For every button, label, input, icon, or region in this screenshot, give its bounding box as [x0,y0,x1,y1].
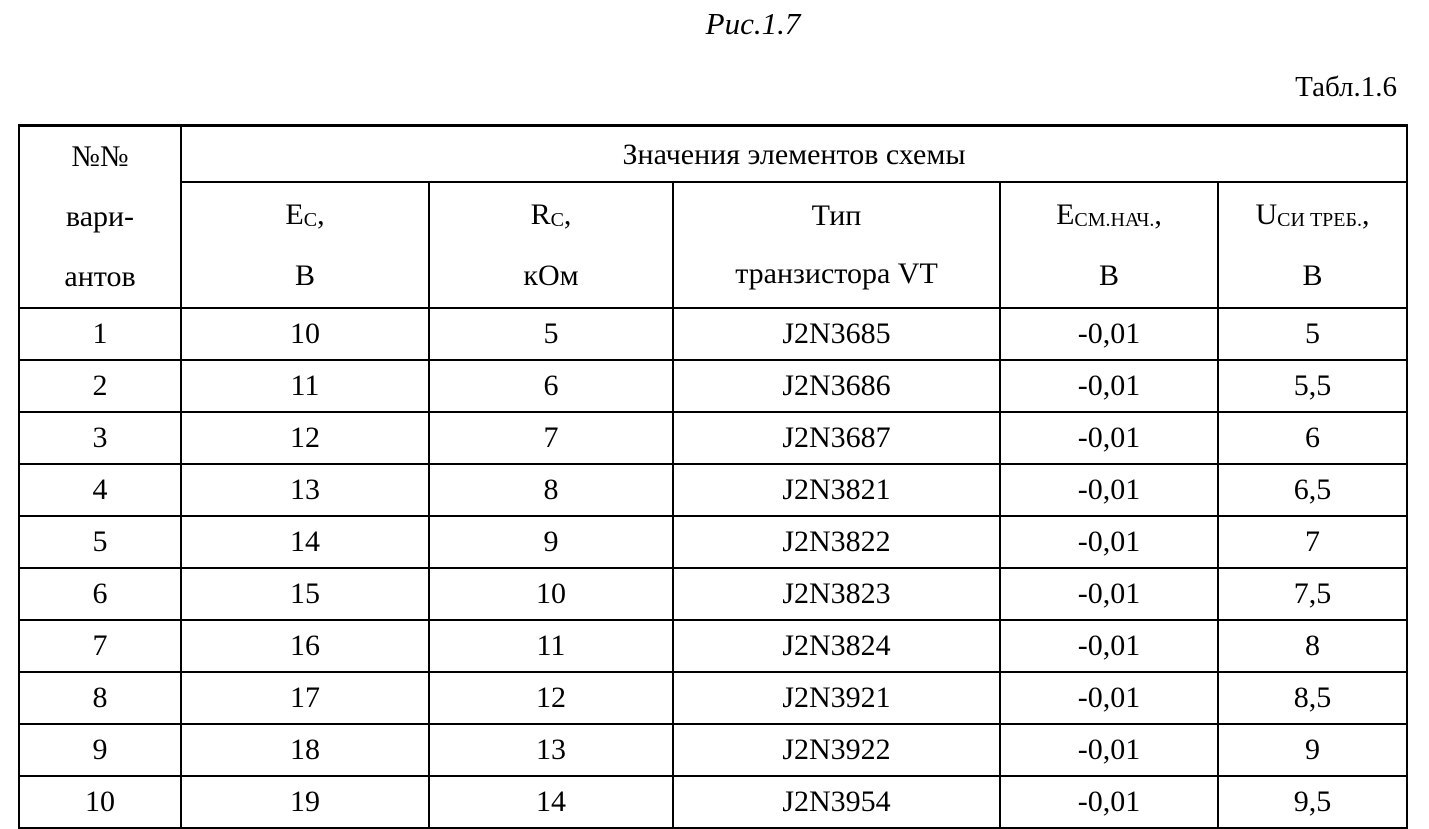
table-row [19,672,1407,724]
transistor-type-cell: J2N3824 [673,620,1000,672]
variant-number-cell: 1 [19,308,181,360]
rc-subscript: C [550,208,564,231]
usi-value-cell: 6 [1218,412,1407,464]
column-header-ec [181,182,429,308]
ecm-value-cell: -0,01 [1000,724,1218,776]
rc-value-cell: 5 [429,308,673,360]
ecm-value-cell: -0,01 [1000,412,1218,464]
rc-value-cell: 12 [429,672,673,724]
usi-value-cell: 8 [1218,620,1407,672]
table-row [19,776,1407,828]
ecm-symbol: E [1056,197,1075,231]
rc-comma: , [563,197,572,231]
rc-value-cell: 14 [429,776,673,828]
table-row [19,620,1407,672]
usi-unit: В [1302,258,1323,292]
table-row [19,464,1407,516]
transistor-type-cell: J2N3922 [673,724,1000,776]
transistor-type-cell: J2N3954 [673,776,1000,828]
rc-value-cell: 6 [429,360,673,412]
variant-number-cell: 3 [19,412,181,464]
ec-value-cell: 12 [181,412,429,464]
ec-value-cell: 14 [181,516,429,568]
ec-value-cell: 10 [181,308,429,360]
ecm-value-cell: -0,01 [1000,360,1218,412]
variant-number-cell: 2 [19,360,181,412]
rc-value-cell: 9 [429,516,673,568]
transistor-type-cell: J2N3823 [673,568,1000,620]
ec-value-cell: 17 [181,672,429,724]
ec-value-cell: 15 [181,568,429,620]
ecm-value-cell: -0,01 [1000,620,1218,672]
variant-number-cell: 7 [19,620,181,672]
ecm-value-cell: -0,01 [1000,672,1218,724]
rc-value-cell: 13 [429,724,673,776]
transistor-type-line-1: Тип [811,199,862,233]
transistor-type-line-2: транзистора VT [735,257,938,291]
rc-value-cell: 11 [429,620,673,672]
transistor-type-cell: J2N3687 [673,412,1000,464]
variant-number-cell: 4 [19,464,181,516]
ec-value-cell: 18 [181,724,429,776]
ec-subscript: C [303,208,318,231]
table-label: Табл.1.6 [1295,71,1397,103]
ecm-value-cell: -0,01 [1000,568,1218,620]
table-row [19,516,1407,568]
element-values-group-header: Значения элементов схемы [181,126,1407,183]
usi-value-cell: 5 [1218,308,1407,360]
usi-value-cell: 7,5 [1218,568,1407,620]
table-header-row-columns [19,182,1407,308]
rc-unit: кОм [523,258,579,292]
ecm-value-cell: -0,01 [1000,308,1218,360]
usi-value-cell: 9,5 [1218,776,1407,828]
usi-value-cell: 7 [1218,516,1407,568]
ecm-unit: В [1098,258,1119,292]
ecm-value-cell: -0,01 [1000,516,1218,568]
ecm-value-cell: -0,01 [1000,464,1218,516]
table-row [19,308,1407,360]
ec-comma: , [317,197,325,231]
table-row [19,724,1407,776]
ecm-value-cell: -0,01 [1000,776,1218,828]
ec-symbol: E [285,197,304,231]
ec-unit: В [294,258,315,292]
column-header-rc [429,182,673,308]
variant-number-header [19,126,181,309]
usi-value-cell: 8,5 [1218,672,1407,724]
transistor-type-cell: J2N3821 [673,464,1000,516]
variant-header-line-1: №№ [71,140,129,173]
rc-value-cell: 8 [429,464,673,516]
transistor-type-cell: J2N3822 [673,516,1000,568]
ecm-comma: , [1154,197,1162,231]
rc-symbol: R [530,197,551,231]
usi-value-cell: 6,5 [1218,464,1407,516]
ec-value-cell: 16 [181,620,429,672]
table-row [19,360,1407,412]
usi-subscript: СИ ТРЕБ. [1277,208,1362,231]
ecm-subscript: CM.НАЧ. [1074,208,1155,231]
figure-caption: Рис.1.7 [705,6,801,41]
variants-table [18,124,1408,829]
ec-value-cell: 19 [181,776,429,828]
variant-number-cell: 6 [19,568,181,620]
ec-value-cell: 13 [181,464,429,516]
usi-comma: , [1362,197,1370,231]
transistor-type-cell: J2N3921 [673,672,1000,724]
ec-value-cell: 11 [181,360,429,412]
rc-value-cell: 10 [429,568,673,620]
column-header-ecm [1000,182,1218,308]
variant-number-cell: 5 [19,516,181,568]
variant-number-cell: 10 [19,776,181,828]
variant-header-line-2: вари- [65,200,135,233]
variant-number-cell: 9 [19,724,181,776]
table-row [19,412,1407,464]
table-row [19,568,1407,620]
variant-header-line-3: антов [64,260,136,293]
transistor-type-cell: J2N3686 [673,360,1000,412]
table-header-row-group [19,126,1407,183]
usi-value-cell: 5,5 [1218,360,1407,412]
transistor-type-cell: J2N3685 [673,308,1000,360]
column-header-usi [1218,182,1407,308]
usi-value-cell: 9 [1218,724,1407,776]
column-header-transistor-type [673,182,1000,308]
variant-number-cell: 8 [19,672,181,724]
rc-value-cell: 7 [429,412,673,464]
usi-symbol: U [1255,197,1278,231]
